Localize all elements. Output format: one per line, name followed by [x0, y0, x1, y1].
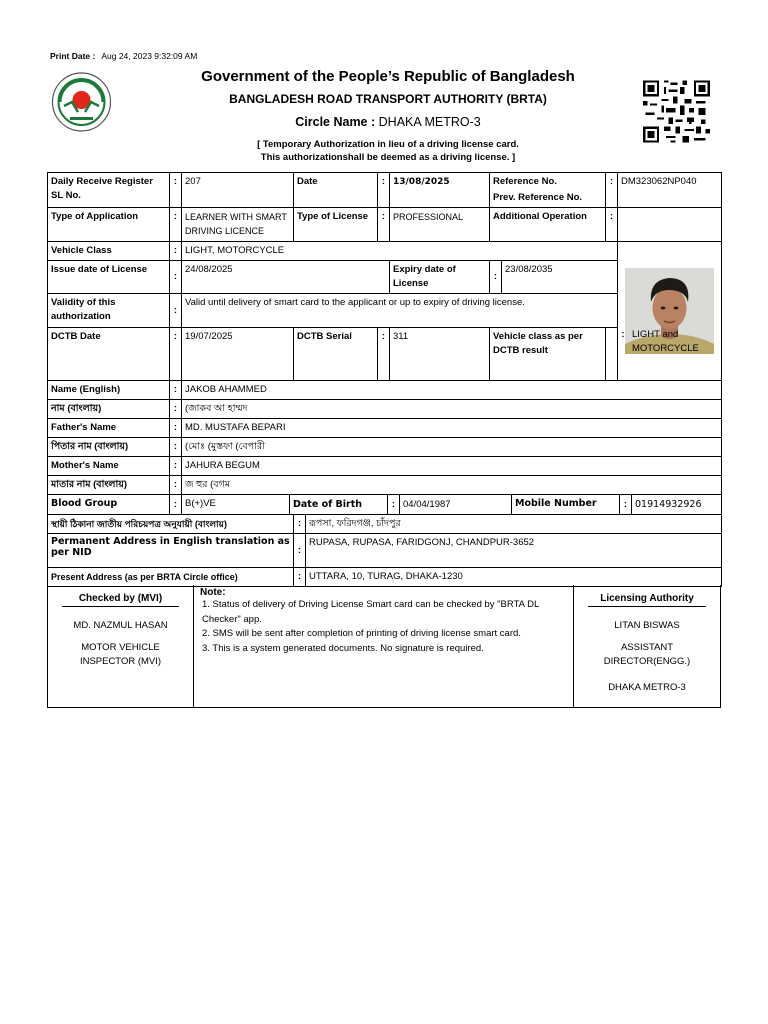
dctb-class-value-table: : LIGHT and MOTORCYCLE	[617, 326, 721, 379]
dctb-class-value: LIGHT and MOTORCYCLE	[632, 329, 699, 354]
dctb-date-value: 19/07/2025	[182, 328, 294, 381]
checked-by-block	[48, 585, 194, 707]
additional-operation-value	[618, 208, 722, 242]
validity-value: Valid until delivery of smart card to the applicant or up to expiry of driving license.	[182, 294, 618, 328]
authority-name: LITAN BISWAS	[614, 620, 680, 631]
dctb-date-label: DCTB Date	[48, 328, 170, 381]
name-bn-value: (জাকব আ হাম্মদ	[182, 400, 722, 419]
present-label: Present Address (as per BRTA Circle office)	[48, 568, 294, 587]
authorization-note-line2: This authorizationshall be deemed as a driving license. ]	[260, 152, 516, 163]
blood-group-value: B(+)VE	[182, 495, 290, 515]
license-info-table: Daily Receive Register SL No. : 207 Date : 13/08/2025 Reference No. Prev. Reference No. : DM323062NP040 Type of Application : LEARNER WITH SMART DRIVING LICENCE Type of License : PROFESSIONAL Additional Operation : Vehicle Class : LIGHT, MOTORCYCLE Issue date of License : 24/08/2025 Expiry date of License : 23/08/2035 Validity of this authorization : Valid until delivery of smart card to the applicant or up to expiry of driving license. DCTB Date : 19/07/2025 DCTB Serial : 311 Vehicle class as per DCTB result Name (English) : JAKOB AHAMMED নাম (বাংলায়) : (জাকব আ হাম্মদ Father's Name : MD. MUSTAFA BEPARI পিতার নাম (বাংলায়) : (মোঃ (মুস্তফা (বেপারী Mother's Name : JAHURA BEGUM মাতার নাম (বাংলায়) : জ হুর (বগম	[47, 172, 722, 495]
print-date-value: Aug 24, 2023 9:32:09 AM	[101, 51, 198, 61]
issue-date-value: 24/08/2025	[182, 261, 390, 294]
dctb-class-label: Vehicle class as per DCTB result	[490, 328, 606, 381]
licensing-authority-block	[574, 585, 720, 707]
issue-date-label: Issue date of License	[48, 261, 170, 294]
receive-register-value: 207	[182, 173, 294, 208]
name-en-label: Name (English)	[48, 381, 170, 400]
authorization-note-line1: [ Temporary Authorization in lieu of a driving license card.	[257, 139, 519, 150]
mother-label: Mother's Name	[48, 457, 170, 476]
license-type-label: Type of License	[294, 208, 378, 242]
signature-section	[47, 585, 721, 708]
print-date-label: Print Date :	[50, 51, 96, 61]
father-label: Father's Name	[48, 419, 170, 438]
checked-by-title: MOTOR VEHICLE INSPECTOR (MVI)	[79, 642, 162, 667]
mother-bn-value: জ হুর (বগম	[182, 476, 722, 495]
note-item: 1. Status of delivery of Driving License Smart card can be checked by "BRTA DL Checker" app.	[202, 599, 539, 625]
authority-title: ASSISTANT DIRECTOR(ENGG.)	[603, 642, 691, 667]
receive-register-label: Daily Receive Register SL No.	[48, 173, 170, 208]
expiry-date-value: 23/08/2035	[502, 261, 618, 294]
date-value: 13/08/2025	[390, 173, 490, 208]
note-item: 2. SMS will be sent after completion of printing of driving license smart card.	[202, 628, 521, 639]
validity-label: Validity of this authorization	[48, 294, 170, 328]
mother-bn-label: মাতার নাম (বাংলায়)	[48, 476, 170, 495]
dctb-serial-value: 311	[390, 328, 490, 381]
mother-value: JAHURA BEGUM	[182, 457, 722, 476]
reference-value: DM323062NP040	[618, 173, 722, 208]
application-type-value: LEARNER WITH SMART DRIVING LICENCE	[182, 208, 294, 242]
perm-en-value: RUPASA, RUPASA, FARIDGONJ, CHANDPUR-3652	[306, 534, 722, 568]
dob-value: 04/04/1987	[400, 495, 512, 515]
checked-by-name: MD. NAZMUL HASAN	[73, 620, 168, 631]
expiry-date-label: Expiry date of License	[390, 261, 490, 294]
name-en-value: JAKOB AHAMMED	[182, 381, 722, 400]
father-value: MD. MUSTAFA BEPARI	[182, 419, 722, 438]
authority-circle: DHAKA METRO-3	[608, 682, 686, 693]
note-label: Note:	[200, 587, 226, 598]
circle-value: DHAKA METRO-3	[378, 115, 481, 129]
government-title: Government of the People’s Republic of Bangladesh	[201, 68, 575, 85]
mobile-label: Mobile Number	[512, 495, 620, 515]
licensing-authority-label: Licensing Authority	[588, 593, 706, 607]
blood-group-label: Blood Group	[48, 495, 170, 515]
personal-info-table: Blood Group : B(+)VE Date of Birth : 04/04/1987 Mobile Number : 01914932926	[47, 494, 722, 515]
reference-labels	[490, 173, 606, 208]
mobile-value: 01914932926	[632, 495, 722, 515]
circle-label: Circle Name :	[295, 115, 376, 129]
dctb-serial-label: DCTB Serial	[294, 328, 378, 381]
reference-label: Reference No.	[493, 176, 557, 187]
checked-by-label: Checked by (MVI)	[62, 593, 179, 607]
additional-operation-label: Additional Operation	[490, 208, 606, 242]
address-table: স্থায়ী ঠিকানা জাতীয় পরিচয়পত্র অনুযায়ী (বাংলায়) : রূপসা, ফরিদগঞ্জ, চাঁদপুর Permanent Address in English translation as per NID : RUPASA, RUPASA, FARIDGONJ, CHANDPUR-3652 Present Address (as per BRTA Circle office) : UTTARA, 10, TURAG, DHAKA-1230	[47, 514, 722, 587]
perm-bn-value: রূপসা, ফরিদগঞ্জ, চাঁদপুর	[306, 515, 722, 534]
father-bn-value: (মোঃ (মুস্তফা (বেপারী	[182, 438, 722, 457]
notes-block	[194, 585, 574, 707]
license-type-value: PROFESSIONAL	[390, 208, 490, 242]
father-bn-label: পিতার নাম (বাংলায়)	[48, 438, 170, 457]
name-bn-label: নাম (বাংলায়)	[48, 400, 170, 419]
present-value: UTTARA, 10, TURAG, DHAKA-1230	[306, 568, 722, 587]
note-item: 3. This is a system generated documents. No signature is required.	[202, 642, 484, 654]
vehicle-class-value: LIGHT, MOTORCYCLE	[182, 242, 618, 261]
authority-title: BANGLADESH ROAD TRANSPORT AUTHORITY (BRTA)	[229, 92, 547, 106]
prev-reference-label: Prev. Reference No.	[493, 192, 583, 203]
application-type-label: Type of Application	[48, 208, 170, 242]
dob-label: Date of Birth	[290, 495, 388, 515]
date-label: Date	[294, 173, 378, 208]
perm-bn-label: স্থায়ী ঠিকানা জাতীয় পরিচয়পত্র অনুযায়ী (বাংলায়)	[48, 515, 294, 534]
print-date	[50, 51, 197, 61]
perm-en-label: Permanent Address in English translation as per NID	[48, 534, 294, 568]
qr-code-icon	[643, 80, 710, 143]
vehicle-class-label: Vehicle Class	[48, 242, 170, 261]
